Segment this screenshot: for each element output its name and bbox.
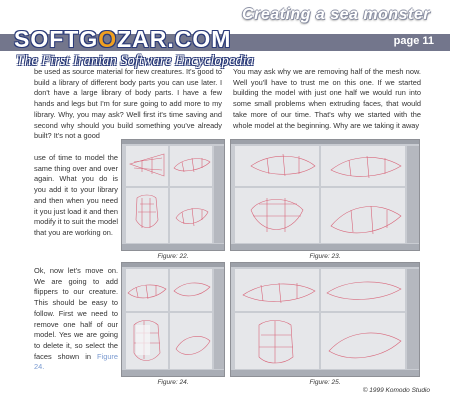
- watermark-brand-suffix: ZAR.COM: [117, 26, 232, 52]
- figure-24-caption: Figure: 24.: [157, 379, 189, 386]
- figure-22-screenshot: [121, 139, 225, 251]
- footer-copyright: © 1999 Komodo Studio: [362, 387, 430, 394]
- figure-22-caption: Figure: 22.: [157, 253, 189, 260]
- watermark-tagline: The First Iranian Software Encyclopedia: [16, 53, 254, 69]
- figure-reference-link[interactable]: Figure 24.: [34, 351, 118, 372]
- page-header-title: Creating a sea monster: [242, 6, 430, 23]
- body-text-left-bottom-main: Ok, now let's move on. We are going to add flippers to our creature. This should be easy to follow. First we need to remove one half of our model. Yes we are going to delete it, so select the faces shown in: [34, 266, 118, 361]
- watermark-brand-prefix: SOFTG: [14, 26, 99, 52]
- body-text-left-bottom: [34, 266, 118, 373]
- body-text-left-narrow: use of time to model the same thing over and over again. What you do is you add it to your library and then when you need it you just load it and then modify it to suit the model that you are working on.: [34, 153, 118, 237]
- figure-25-caption: Figure: 25.: [309, 379, 341, 386]
- page-number: page 11: [393, 35, 434, 47]
- body-text-left-top: be used as source material for new creatures. It's good to build a library of different body parts you can use later. I don't have a large library of body parts. I have a few hands and legs but I'm for sure going to add more to my library. Why, you may ask? Well first it's time saving and second why should you build something you've already built? It's not a good: [34, 67, 222, 141]
- figure-25-screenshot: [230, 262, 420, 377]
- figure-23-caption: Figure: 23.: [309, 253, 341, 260]
- watermark-logo: [14, 26, 231, 53]
- figure-24-screenshot: [121, 262, 225, 377]
- body-text-right-top: You may ask why we are removing half of the mesh now. Well you'll have to trust me on this one. If we started building the model with just one half we would run into some small problems when extruding faces, that would take more of our time. That's why we started with the whole model at the beginning. Why are we taking it away: [233, 67, 421, 130]
- figure-23-screenshot: [230, 139, 420, 251]
- watermark-brand-o: O: [98, 26, 118, 52]
